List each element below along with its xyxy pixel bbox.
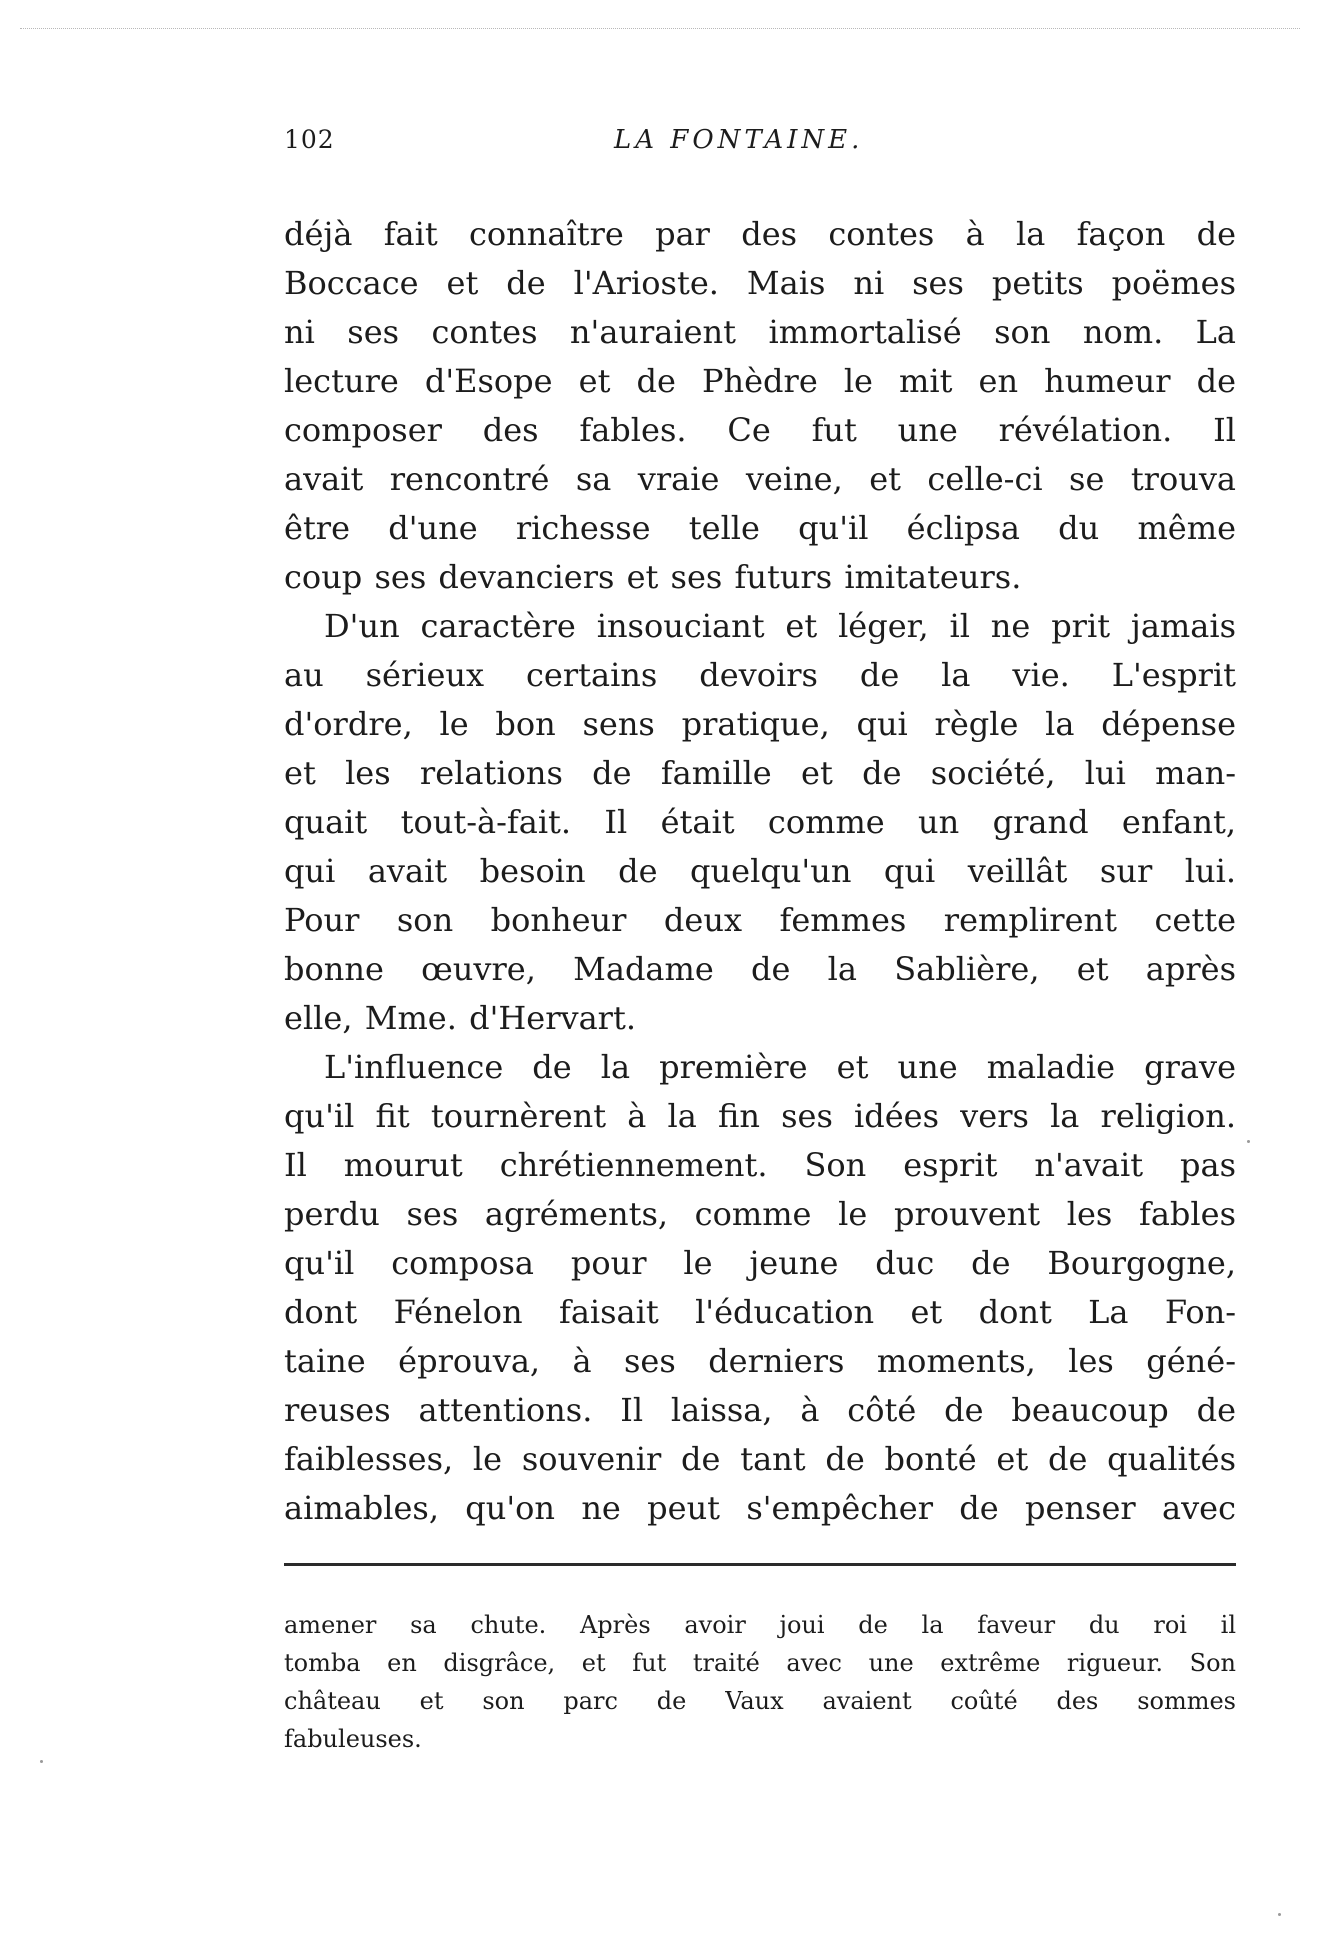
text-line: ni ses contes n'auraient immortalisé son nom. La bbox=[284, 313, 1236, 351]
text-line: L'influence de la première et une maladie grave bbox=[324, 1048, 1236, 1086]
text-line: Pour son bonheur deux femmes remplirent cette bbox=[284, 901, 1236, 939]
running-head bbox=[284, 125, 1236, 165]
footnote-line: château et son parc de Vaux avaient coûté des sommes bbox=[284, 1687, 1236, 1715]
footnote-line: tomba en disgrâce, et fut traité avec une extrême rigueur. Son bbox=[284, 1649, 1236, 1677]
text-line: Boccace et de l'Arioste. Mais ni ses petits poëmes bbox=[284, 264, 1236, 302]
footnote-line: amener sa chute. Après avoir joui de la faveur du roi il bbox=[284, 1611, 1236, 1639]
text-line: aimables, qu'on ne peut s'empêcher de penser avec bbox=[284, 1489, 1236, 1527]
text-line: coup ses devanciers et ses futurs imitateurs. bbox=[284, 558, 1022, 596]
text-line: avait rencontré sa vraie veine, et celle-ci se trouva bbox=[284, 460, 1236, 498]
text-line: être d'une richesse telle qu'il éclipsa du même bbox=[284, 509, 1236, 547]
footnote bbox=[284, 1606, 1236, 1758]
text-line: et les relations de famille et de société, lui man- bbox=[284, 754, 1236, 792]
body-text bbox=[284, 210, 1236, 1533]
text-line: dont Fénelon faisait l'éducation et dont La Fon- bbox=[284, 1293, 1236, 1331]
text-line: elle, Mme. d'Hervart. bbox=[284, 999, 636, 1037]
footnote-line: fabuleuses. bbox=[284, 1725, 422, 1753]
text-line: taine éprouva, à ses derniers moments, les géné- bbox=[284, 1342, 1236, 1380]
text-line: perdu ses agréments, comme le prouvent les fables bbox=[284, 1195, 1236, 1233]
scan-edge-line bbox=[20, 28, 1300, 29]
text-line: déjà fait connaître par des contes à la façon de bbox=[284, 215, 1236, 253]
text-line: qu'il composa pour le jeune duc de Bourgogne, bbox=[284, 1244, 1236, 1282]
scan-speck bbox=[40, 1760, 43, 1763]
footnote-divider bbox=[284, 1563, 1236, 1566]
page-number: 102 bbox=[284, 125, 335, 154]
text-line: D'un caractère insouciant et léger, il ne prit jamais bbox=[324, 607, 1236, 645]
text-line: lecture d'Esope et de Phèdre le mit en humeur de bbox=[284, 362, 1236, 400]
text-line: faiblesses, le souvenir de tant de bonté et de qualités bbox=[284, 1440, 1236, 1478]
text-line: qui avait besoin de quelqu'un qui veillât sur lui. bbox=[284, 852, 1236, 890]
scan-speck bbox=[1278, 1913, 1281, 1916]
text-line: d'ordre, le bon sens pratique, qui règle la dépense bbox=[284, 705, 1236, 743]
scan-speck bbox=[1247, 1140, 1250, 1143]
text-line: composer des fables. Ce fut une révélation. Il bbox=[284, 411, 1236, 449]
text-line: Il mourut chrétiennement. Son esprit n'avait pas bbox=[284, 1146, 1236, 1184]
text-line: au sérieux certains devoirs de la vie. L'esprit bbox=[284, 656, 1236, 694]
text-line: reuses attentions. Il laissa, à côté de beaucoup de bbox=[284, 1391, 1236, 1429]
text-line: quait tout-à-fait. Il était comme un grand enfant, bbox=[284, 803, 1236, 841]
running-title: LA FONTAINE. bbox=[614, 125, 864, 155]
text-line: qu'il fit tournèrent à la fin ses idées vers la religion. bbox=[284, 1097, 1236, 1135]
text-line: bonne œuvre, Madame de la Sablière, et après bbox=[284, 950, 1236, 988]
